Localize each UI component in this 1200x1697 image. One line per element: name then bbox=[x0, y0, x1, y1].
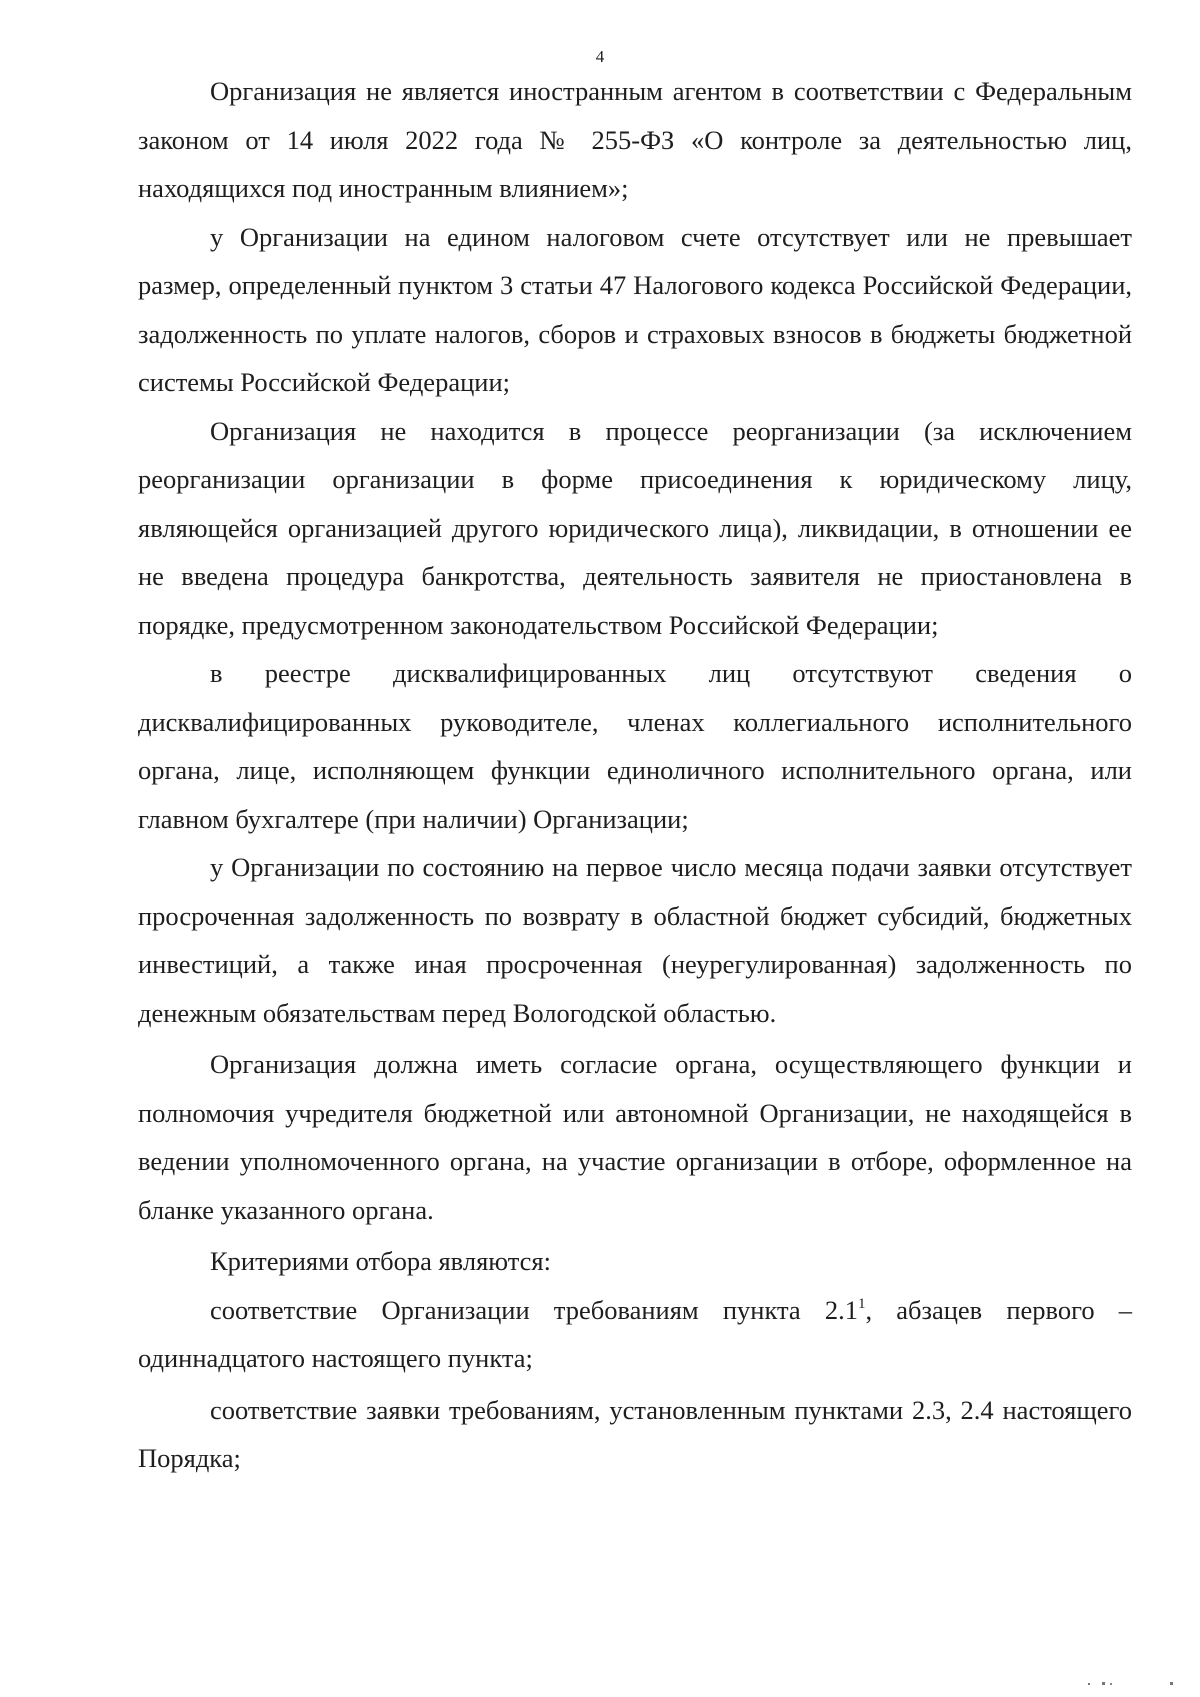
paragraph-overdue-debt: у Организации по состоянию на первое число месяца подачи заявки отсутствует просроченная задолженность по возврату в областной бюджет субсидий, бюджетных инвестиций, а также иная просроченная (неурегулированная) задолженность по денежным обязательствам перед Вологодской областью. bbox=[138, 852, 1132, 1028]
criterion-text-end: , абзацев первого – одиннадцатого настоящего пункта; bbox=[138, 1294, 1132, 1373]
scan-artifact-marks bbox=[1030, 1681, 1180, 1687]
paragraph-disqualified-persons: в реестре дисквалифицированных лиц отсутствуют сведения о дисквалифицированных руководителе, членах коллегиального исполнительного органа, лице, исполняющем функции единоличного исполнительного органа, или главном бухгалтере (при наличии) Организации; bbox=[138, 658, 1132, 834]
page-number: 4 bbox=[595, 47, 605, 66]
paragraph-tax-debt: у Организации на едином налоговом счете отсутствует или не превышает размер, определенный пунктом 3 статьи 47 Налогового кодекса Российской Федерации, задолженность по уплате налогов, сборов и страховых взносов в бюджеты бюджетной системы Российской Федерации; bbox=[138, 221, 1132, 397]
paragraph-criteria-heading: Критериями отбора являются: bbox=[210, 1246, 551, 1276]
paragraph-founder-consent: Организация должна иметь согласие органа, осуществляющего функции и полномочия учредителя бюджетной или автономной Организации, не находящейся в ведении уполномоченного органа, на участие организации в отборе, оформленное на бланке указанного органа. bbox=[138, 1049, 1132, 1225]
document-body bbox=[138, 67, 1132, 1483]
criterion-text-start: соответствие Организации требованиям пункта 2.1 bbox=[210, 1294, 858, 1325]
paragraph-reorganization: Организация не находится в процессе реорганизации (за исключением реорганизации организации в форме присоединения к юридическому лицу, являющейся организацией другого юридического лица), ликвидации, в отношении ее не введена процедура банкротства, деятельность заявителя не приостановлена в порядке, предусмотренном законодательством Российской Федерации; bbox=[138, 415, 1132, 640]
paragraph-criterion-application: соответствие заявки требованиям, установленным пунктами 2.3, 2.4 настоящего Порядка; bbox=[138, 1394, 1132, 1473]
criterion-superscript: 1 bbox=[857, 1295, 866, 1312]
paragraph-criterion-requirements bbox=[138, 1286, 1132, 1383]
paragraph-foreign-agent: Организация не является иностранным агентом в соответствии с Федеральным законом от 14 июля 2022 года № 255-ФЗ «О контроле за деятельностью лиц, находящихся под иностранным влиянием»; bbox=[138, 76, 1132, 203]
